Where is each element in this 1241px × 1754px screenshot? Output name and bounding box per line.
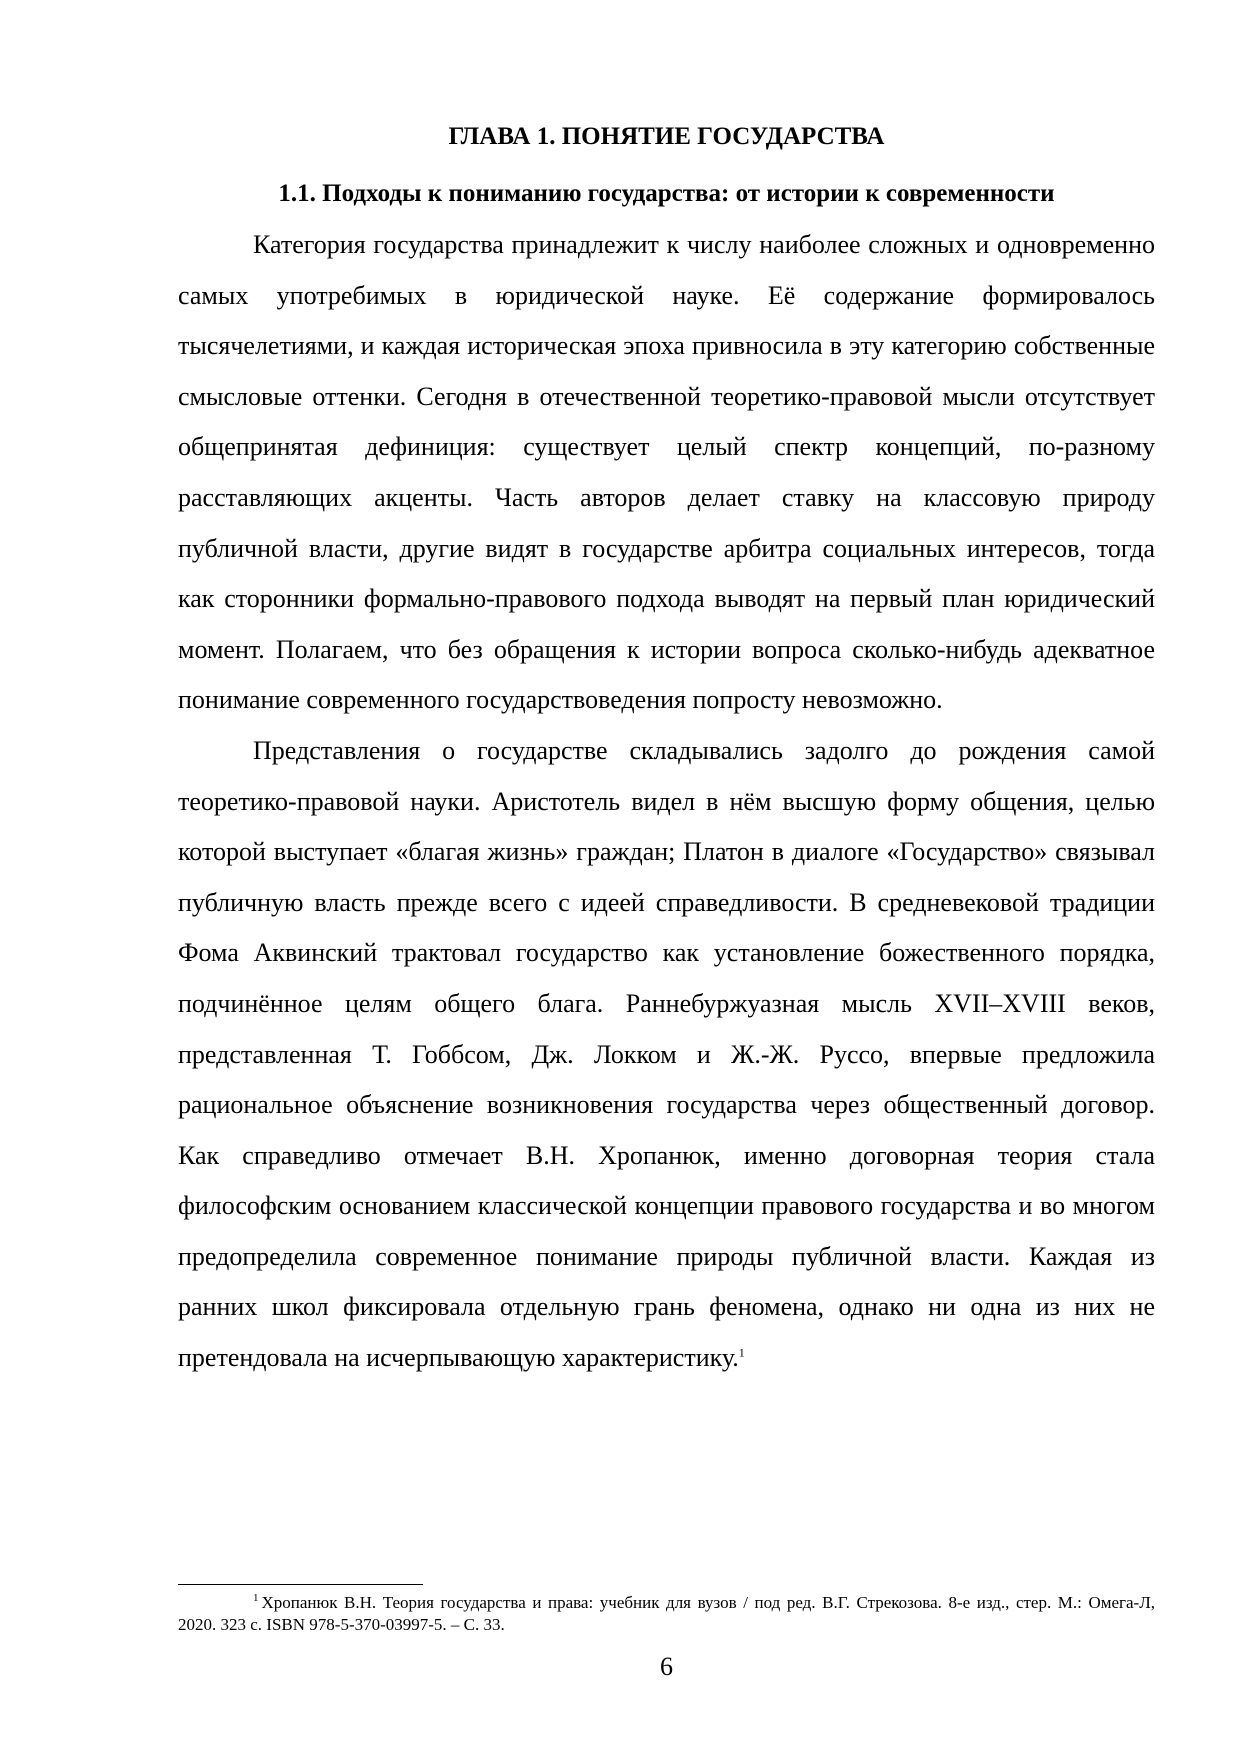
- body-text: [178, 220, 1155, 1384]
- paragraph-2: [178, 726, 1155, 1384]
- page-number: 6: [660, 1652, 673, 1681]
- paragraph-1: [178, 220, 1155, 726]
- footnote-text: Хропанюк В.Н. Теория государства и права: учебник для вузов / под ред. В.Г. Стрекозова. 8-е изд., стер. М.: Омега-Л, 2020. 323 с. ISBN 978-5-370-03997-5. – С. 33.: [178, 1593, 1155, 1634]
- footnote: [178, 1592, 1155, 1636]
- footnote-mark: 1: [253, 1592, 259, 1605]
- footnote-reference[interactable]: 1: [738, 1345, 745, 1360]
- paragraph-1-text: Категория государства принадлежит к числу наиболее сложных и одновременно самых употребимых в юридической науке. Её содержание формировалось тысячелетиями, и каждая историческая эпоха привносила в эту категорию собственные смысловые оттенки. Сегодня в отечественной теоретико-правовой мысли отсутствует общепринятая дефиниция: существует целый спектр концепций, по-разному расставляющих акценты. Часть авторов делает ставку на классовую природу публичной власти, другие видят в государстве арбитра социальных интересов, тогда как сторонники формально-правового подхода выводят на первый план юридический момент. Полагаем, что без обращения к истории вопроса сколько-нибудь адекватное понимание современного государствоведения попросту невозможно.: [178, 230, 1155, 715]
- chapter-title: ГЛАВА 1. ПОНЯТИЕ ГОСУДАРСТВА: [448, 123, 885, 150]
- section-title: 1.1. Подходы к пониманию государства: от истории к современности: [278, 180, 1055, 207]
- paragraph-2-text: Представления о государстве складывались задолго до рождения самой теоретико-правовой науки. Аристотель видел в нём высшую форму общения, целью которой выступает «благая жизнь» граждан; Платон в диалоге «Государство» связывал публичную власть прежде всего с идеей справедливости. В средневековой традиции Фома Аквинский трактовал государство как установление божественного порядка, подчинённое целям общего блага. Раннебуржуазная мысль XVII–XVIII веков, представленная Т. Гоббсом, Дж. Локком и Ж.-Ж. Руссо, впервые предложила рациональное объяснение возникновения государства через общественный договор. Как справедливо отмечает В.Н. Хропанюк, именно договорная теория стала философским основанием классической концепции правового государства и во многом предопределила современное понимание природы публичной власти. Каждая из ранних школ фиксировала отдельную грань феномена, однако ни одна из них не претендовала на исчерпывающую характеристику.: [178, 735, 1155, 1373]
- document-page: [178, 0, 1155, 1754]
- footnote-separator: [178, 1584, 423, 1585]
